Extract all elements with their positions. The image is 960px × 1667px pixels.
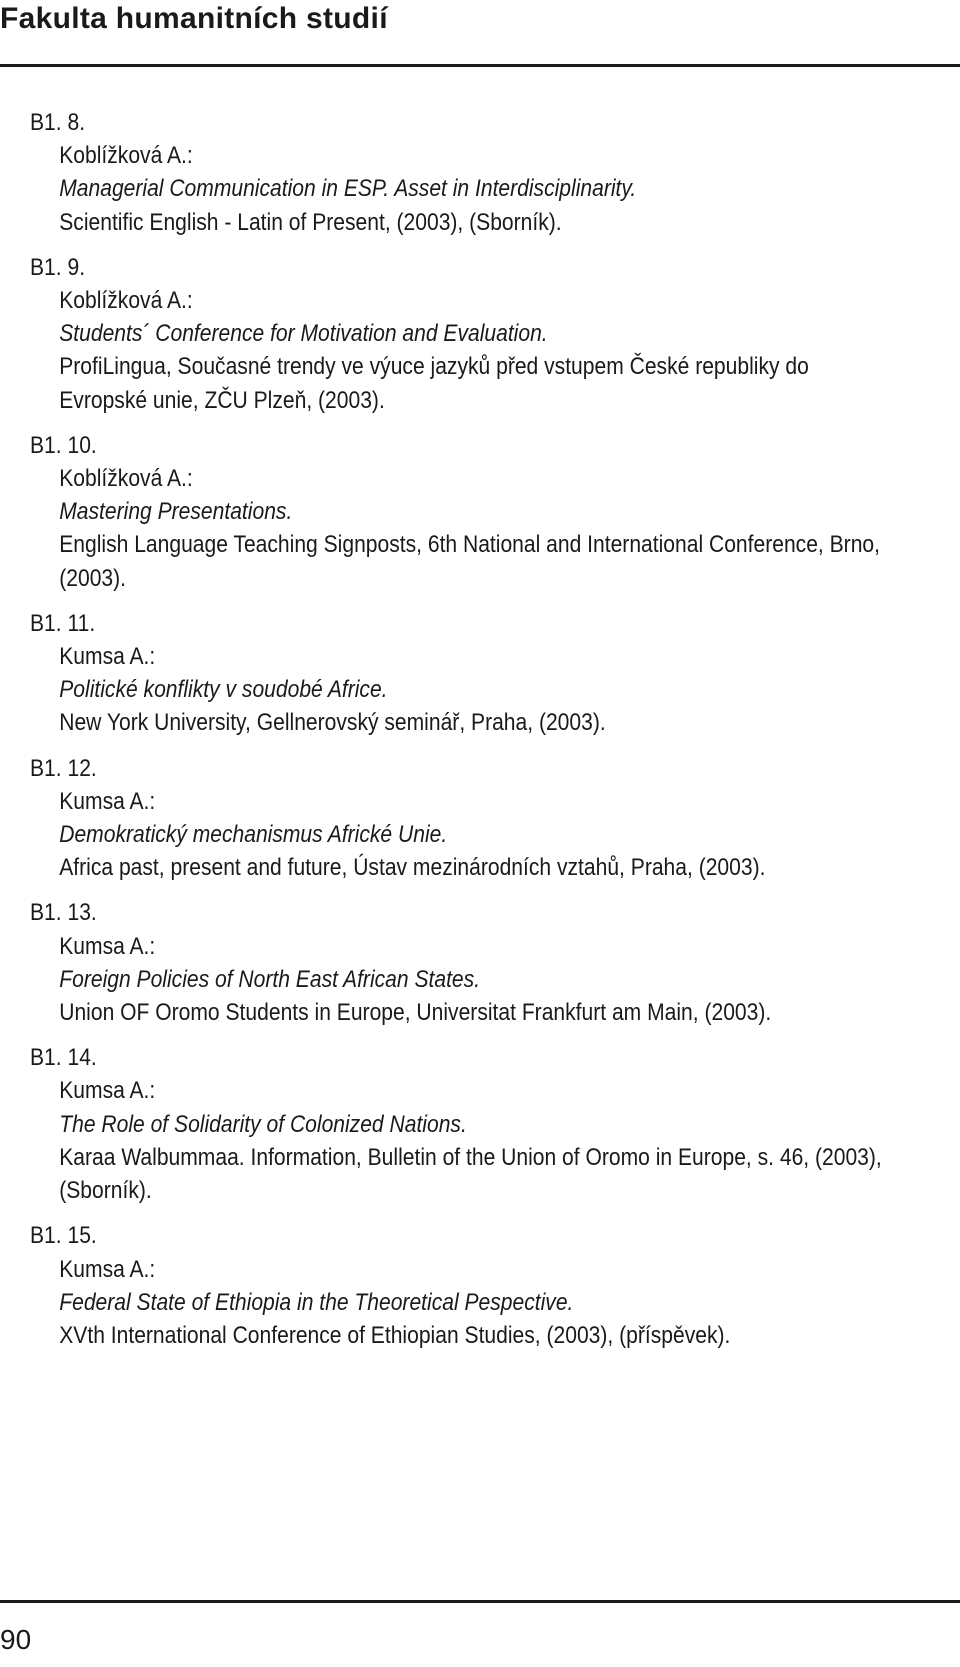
entry-body [30, 930, 902, 1030]
faculty-title: Fakulta humanitních studií [0, 2, 388, 35]
entry-title: Demokratický mechanismus Africké Unie. [59, 821, 448, 849]
publication-list [30, 106, 882, 1364]
entry-body [30, 640, 902, 740]
entry-source: ProfiLingua, Současné trendy ve výuce jazyků před vstupem České republiky do Evropské unie, ZČU Plzeň, (2003). [59, 353, 809, 414]
entry-number: B1. 13. [30, 899, 97, 927]
publication-entry [30, 106, 804, 239]
entry-body [30, 284, 902, 417]
entry-number: B1. 11. [30, 609, 96, 637]
entry-number: B1. 14. [30, 1044, 97, 1072]
entry-title: Students´ Conference for Motivation and Evaluation. [59, 320, 548, 348]
entry-author: Koblížková A.: [59, 142, 193, 170]
entry-body [30, 1253, 902, 1353]
entry-source: English Language Teaching Signposts, 6th National and International Conference, Brno, (2003). [59, 531, 880, 592]
publication-entry [30, 607, 804, 740]
entry-source: Scientific English - Latin of Present, (2003), (Sborník). [59, 208, 562, 236]
entry-title: Politické konflikty v soudobé Africe. [59, 676, 388, 704]
entry-source: New York University, Gellnerovský seminář, Praha, (2003). [59, 709, 606, 737]
entry-author: Kumsa A.: [59, 932, 156, 960]
publication-entry [30, 1219, 804, 1352]
entry-title: Managerial Communication in ESP. Asset in Interdisciplinarity. [59, 175, 637, 203]
entry-author: Kumsa A.: [59, 787, 156, 815]
entry-source: Karaa Walbummaa. Information, Bulletin of the Union of Oromo in Europe, s. 46, (2003), (Sborník). [59, 1143, 882, 1205]
page-number: 90 [0, 1624, 32, 1655]
entry-number: B1. 9. [30, 253, 86, 281]
publication-entry [30, 1041, 882, 1207]
publication-entry [30, 752, 804, 885]
publication-entry [30, 429, 880, 595]
entry-author: Kumsa A.: [59, 1077, 156, 1105]
entry-source: XVth International Conference of Ethiopian Studies, (2003), (příspěvek). [59, 1321, 731, 1349]
entry-number: B1. 8. [30, 109, 86, 136]
entry-body [30, 462, 902, 595]
entry-body [30, 139, 902, 239]
entry-source: Union OF Oromo Students in Europe, Universitat Frankfurt am Main, (2003). [59, 999, 772, 1027]
entry-title: Federal State of Ethiopia in the Theoretical Pespective. [59, 1288, 574, 1316]
entry-title: Foreign Policies of North East African States. [59, 965, 481, 993]
entry-author: Kumsa A.: [59, 643, 156, 671]
entry-number: B1. 15. [30, 1222, 97, 1250]
entry-author: Kumsa A.: [59, 1255, 156, 1283]
footer-divider [0, 1600, 960, 1603]
entry-body [30, 785, 902, 885]
entry-author: Koblížková A.: [59, 465, 193, 493]
entry-title: The Role of Solidarity of Colonized Nations. [59, 1110, 467, 1138]
entry-title: Mastering Presentations. [59, 498, 293, 526]
entry-source: Africa past, present and future, Ústav mezinárodních vztahů, Praha, (2003). [59, 854, 766, 882]
entry-body [30, 1074, 902, 1207]
publication-entry [30, 251, 809, 417]
entry-number: B1. 12. [30, 754, 97, 782]
entry-number: B1. 10. [30, 431, 97, 459]
publication-entry [30, 896, 804, 1029]
header-divider [0, 64, 960, 67]
entry-author: Koblížková A.: [59, 287, 193, 315]
